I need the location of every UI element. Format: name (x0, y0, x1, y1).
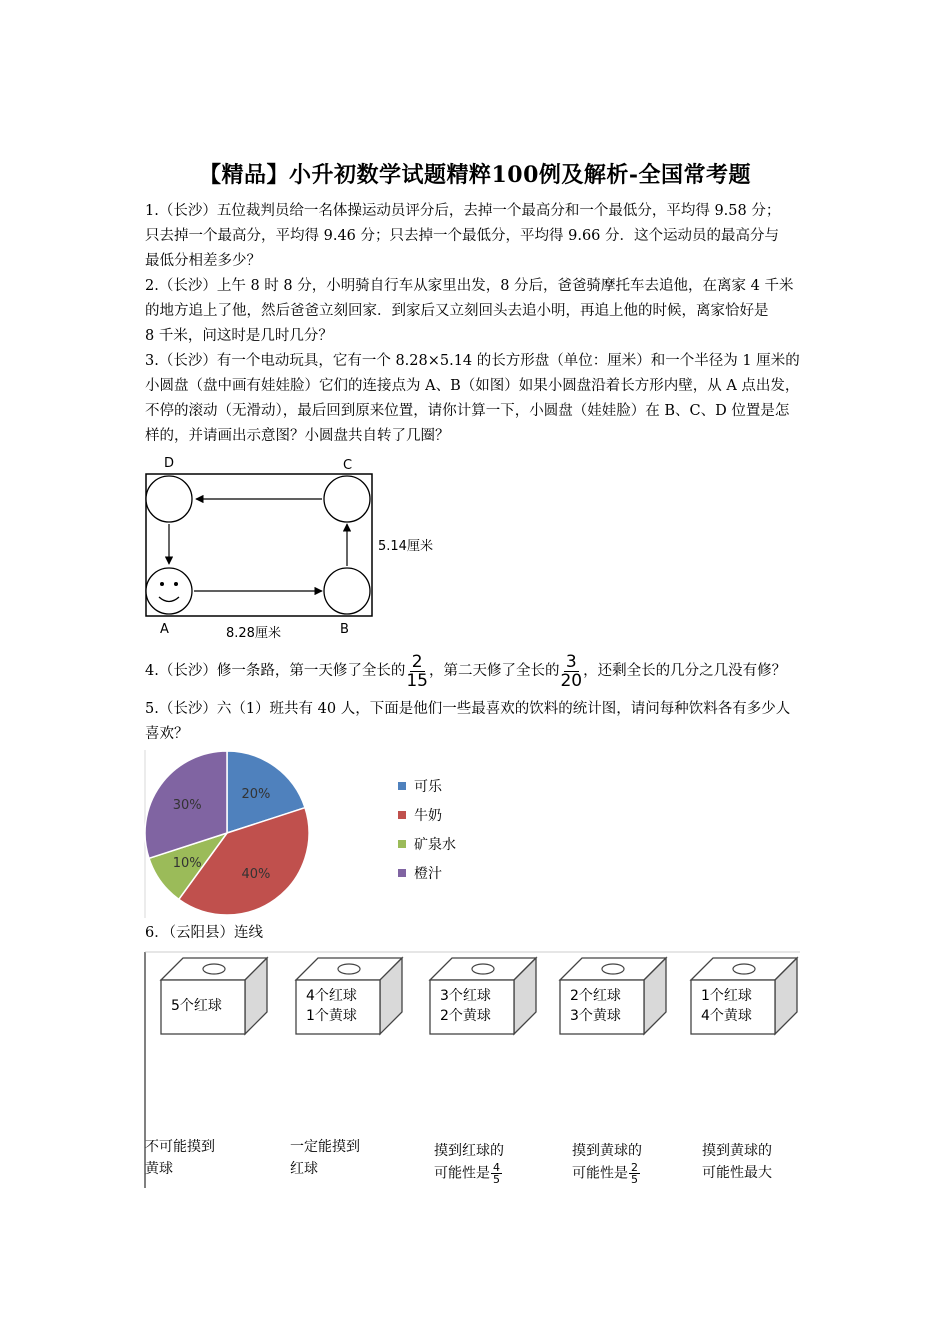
legend-label: 矿泉水 (414, 837, 456, 853)
match-option (702, 1140, 772, 1184)
match-option-line: 摸到红球的 (434, 1143, 504, 1159)
question-3-line: 样的，并请画出示意图？小圆盘共自转了几圈？ (145, 428, 450, 444)
box-contents-line: 4个黄球 (701, 1008, 752, 1024)
question-3-line: 3.（长沙）有一个电动玩具，它有一个 8.28×5.14 的长方形盘（单位：厘米）和一个半径为 1 厘米的 (145, 353, 800, 369)
question-1 (145, 199, 815, 274)
disc-a (146, 568, 192, 614)
pie-slice-label: 40% (241, 866, 271, 882)
fraction (629, 1162, 640, 1185)
question-5-line: 喜欢？ (145, 726, 189, 742)
question-3-line: 小圆盘（盘中画有娃娃脸）它们的连接点为 A、B（如图）如果小圆盘沿着长方形内壁，从 A 点出发， (145, 378, 800, 394)
match-option-line: 不可能摸到 (145, 1139, 215, 1155)
disc-b (324, 568, 370, 614)
question-3-line: 不停的滚动（无滑动），最后回到原来位置，请你计算一下，小圆盘（娃娃脸）在 B、C、D 位置是怎 (145, 403, 790, 419)
label-a: A (160, 622, 169, 637)
box-contents (171, 996, 222, 1016)
match-option-line: 黄球 (145, 1161, 173, 1177)
match-option-line: 摸到黄球的 (572, 1143, 642, 1159)
legend-swatch (398, 869, 406, 877)
legend-swatch (398, 782, 406, 790)
fraction-denominator: 20 (560, 670, 583, 691)
match-option (572, 1140, 642, 1185)
box-hole (733, 964, 755, 974)
box-contents-line: 2个红球 (570, 988, 621, 1004)
page-title: 【精品】小升初数学试题精粹100例及解析-全国常考题 (198, 162, 752, 188)
question-1-line: 1.（长沙）五位裁判员给一名体操运动员评分后，去掉一个最高分和一个最低分，平均得 9.58 分； (145, 203, 781, 219)
label-c: C (343, 458, 353, 473)
question-2-line: 的地方追上了他，然后爸爸立刻回家．到家后又立刻回头去追小明，再追上他的时候，离家恰好是 (145, 303, 769, 319)
fraction-numerator: 4 (493, 1161, 500, 1174)
match-option (290, 1136, 360, 1180)
fraction-numerator: 3 (565, 651, 577, 672)
pie-slices (145, 751, 309, 915)
legend-label: 牛奶 (414, 808, 442, 824)
match-option-line: 摸到黄球的 (702, 1143, 772, 1159)
legend-swatch (398, 811, 406, 819)
box-hole (338, 964, 360, 974)
question-5 (145, 697, 815, 747)
legend-label: 可乐 (414, 779, 442, 795)
box-hole (602, 964, 624, 974)
match-option-line: 可能性最大 (702, 1165, 772, 1181)
rolling-disc-diagram (140, 452, 460, 648)
disc-d (146, 476, 192, 522)
question-1-line: 最低分相差多少？ (145, 253, 261, 269)
box-contents-line: 2个黄球 (440, 1008, 491, 1024)
legend-label: 橙汁 (414, 866, 442, 882)
fraction-denominator: 15 (406, 670, 428, 691)
question-4 (145, 651, 815, 691)
fraction (491, 1162, 502, 1185)
width-label: 8.28厘米 (226, 626, 281, 641)
box-hole (472, 964, 494, 974)
question-1-line: 只去掉一个最高分，平均得 9.46 分；只去掉一个最低分，平均得 9.66 分．这个运动员的最高分与 (145, 228, 780, 244)
pie-slice-label: 10% (172, 855, 202, 871)
label-b: B (340, 622, 349, 637)
question-4-text: 4.（长沙）修一条路，第一天修了全长的 (145, 663, 406, 679)
question-4-text: ，第二天修了全长的 (428, 663, 560, 679)
match-option (434, 1140, 504, 1185)
box-contents (306, 986, 357, 1026)
label-d: D (164, 456, 175, 471)
fraction (560, 653, 582, 690)
fraction (406, 653, 428, 690)
box-contents-line: 1个黄球 (306, 1008, 357, 1024)
match-option-line: 可能性是 (434, 1165, 490, 1182)
question-6 (145, 921, 815, 946)
box-contents-line: 3个黄球 (570, 1008, 621, 1024)
match-option-line: 一定能摸到 (290, 1139, 360, 1155)
question-3 (145, 349, 815, 449)
fraction-numerator: 2 (411, 651, 423, 672)
fraction-denominator: 5 (493, 1173, 500, 1186)
chart-legend (398, 779, 456, 882)
drink-pie-chart (140, 748, 480, 923)
match-option-line: 可能性是 (572, 1165, 628, 1182)
match-option (145, 1136, 215, 1180)
pie-slice-label: 20% (241, 787, 271, 803)
question-4-text: ，还剩全长的几分之几没有修？ (583, 663, 787, 679)
box-contents-line: 5个红球 (171, 998, 222, 1014)
box-contents (570, 986, 621, 1026)
box-contents-line: 3个红球 (440, 988, 491, 1004)
question-5-line: 5.（长沙）六（1）班共有 40 人，下面是他们一些最喜欢的饮料的统计图，请问每种饮料各有多少人 (145, 701, 791, 717)
height-label: 5.14厘米 (378, 539, 433, 554)
pie-slice-label: 30% (172, 798, 202, 814)
match-option-line: 红球 (290, 1161, 318, 1177)
legend-swatch (398, 840, 406, 848)
question-2-line: 2.（长沙）上午 8 时 8 分，小明骑自行车从家里出发，8 分后，爸爸骑摩托车去追他，在离家 4 千米 (145, 278, 794, 294)
fraction-numerator: 2 (631, 1161, 638, 1174)
box-contents-line: 1个红球 (701, 988, 752, 1004)
disc-c (324, 476, 370, 522)
box-contents (440, 986, 491, 1026)
box-hole (203, 964, 225, 974)
box-contents (701, 986, 752, 1026)
question-2 (145, 274, 815, 349)
question-6-heading: 6．（云阳县）连线 (145, 925, 263, 941)
question-2-line: 8 千米，问这时是几时几分？ (145, 328, 333, 344)
fraction-denominator: 5 (631, 1173, 638, 1186)
box-contents-line: 4个红球 (306, 988, 357, 1004)
